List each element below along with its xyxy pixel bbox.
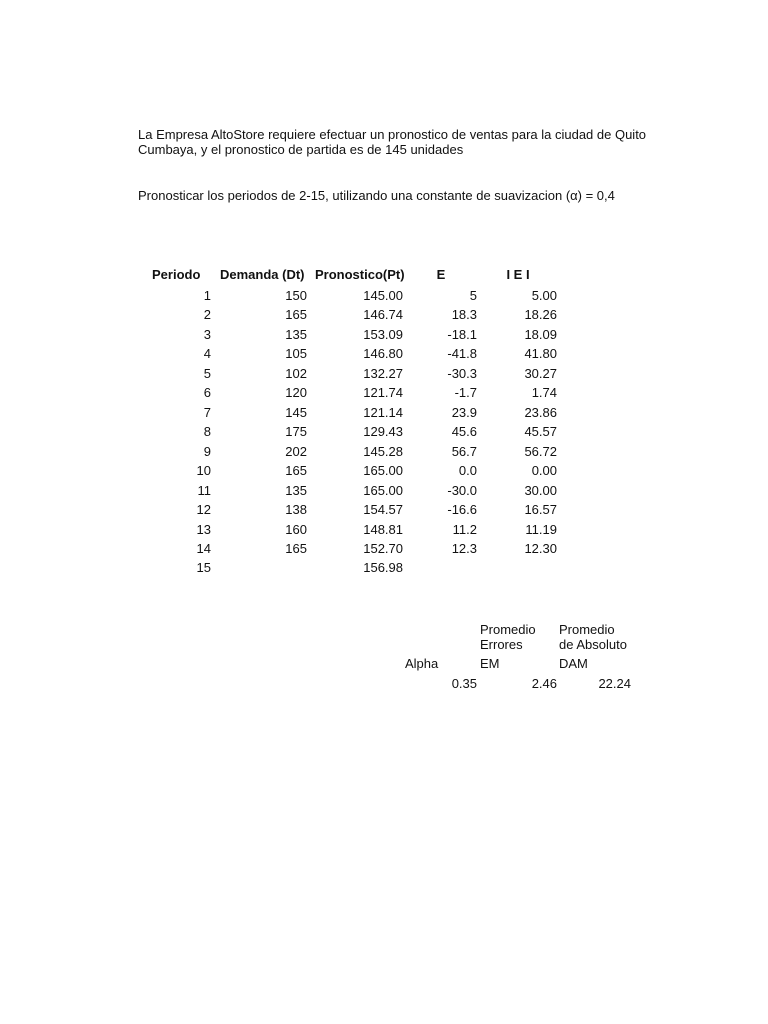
header-demanda: Demanda (Dt): [220, 267, 305, 282]
dam-heading-line-1: Promedio: [559, 622, 615, 637]
cell-periodo: 2: [203, 307, 211, 322]
header-periodo: Periodo: [152, 267, 201, 282]
cell-pronostico: 132.27: [363, 366, 403, 381]
cell-error: 5: [469, 288, 477, 303]
header-error: E: [436, 267, 446, 282]
cell-pronostico: 156.98: [363, 560, 403, 575]
cell-pronostico: 153.09: [363, 327, 403, 342]
cell-abs-error: 0.00: [531, 463, 557, 478]
problem-line-2: Cumbaya, y el pronostico de partida es de 145 unidades: [138, 142, 464, 157]
cell-pronostico: 129.43: [363, 424, 403, 439]
cell-demanda: 165: [285, 463, 307, 478]
cell-pronostico: 154.57: [363, 502, 403, 517]
cell-pronostico: 145.00: [363, 288, 403, 303]
cell-periodo: 15: [196, 560, 211, 575]
cell-periodo: 1: [203, 288, 211, 303]
cell-pronostico: 152.70: [363, 541, 403, 556]
cell-demanda: 120: [285, 385, 307, 400]
em-heading-line-2: Errores: [480, 637, 523, 652]
cell-pronostico: 145.28: [363, 444, 403, 459]
em-heading-line-1: Promedio: [480, 622, 536, 637]
cell-abs-error: 23.86: [524, 405, 557, 420]
cell-abs-error: 56.72: [524, 444, 557, 459]
cell-demanda: 202: [285, 444, 307, 459]
cell-error: -30.0: [447, 483, 477, 498]
cell-abs-error: 1.74: [531, 385, 557, 400]
cell-demanda: 102: [285, 366, 307, 381]
cell-abs-error: 45.57: [524, 424, 557, 439]
cell-error: -30.3: [447, 366, 477, 381]
cell-abs-error: 16.57: [524, 502, 557, 517]
cell-abs-error: 5.00: [531, 288, 557, 303]
cell-pronostico: 165.00: [363, 463, 403, 478]
header-pronostico: Pronostico(Pt): [315, 267, 405, 282]
cell-periodo: 7: [203, 405, 211, 420]
cell-abs-error: 18.09: [524, 327, 557, 342]
cell-pronostico: 121.74: [363, 385, 403, 400]
em-value: 2.46: [531, 676, 557, 691]
cell-error: -18.1: [447, 327, 477, 342]
cell-periodo: 8: [203, 424, 211, 439]
problem-line-1: La Empresa AltoStore requiere efectuar un pronostico de ventas para la ciudad de Quito: [138, 127, 647, 142]
cell-periodo: 14: [196, 541, 211, 556]
cell-error: 23.9: [451, 405, 477, 420]
cell-demanda: 165: [285, 307, 307, 322]
cell-periodo: 5: [203, 366, 211, 381]
cell-pronostico: 121.14: [363, 405, 403, 420]
cell-abs-error: 41.80: [524, 346, 557, 361]
cell-pronostico: 146.80: [363, 346, 403, 361]
cell-abs-error: 11.19: [525, 522, 557, 537]
cell-demanda: 105: [285, 346, 307, 361]
cell-abs-error: 12.30: [524, 541, 557, 556]
cell-demanda: 138: [285, 502, 307, 517]
cell-demanda: 145: [285, 405, 307, 420]
cell-error: -41.8: [447, 346, 477, 361]
cell-periodo: 10: [196, 463, 211, 478]
cell-error: 18.3: [451, 307, 477, 322]
instruction-text: Pronosticar los periodos de 2-15, utilizando una constante de suavizacion (α) = 0,4: [138, 188, 615, 203]
instruction: [138, 188, 738, 203]
cell-periodo: 13: [196, 522, 211, 537]
cell-demanda: 135: [285, 327, 307, 342]
cell-error: 12.3: [451, 541, 477, 556]
dam-heading-line-2: de Absoluto: [559, 637, 627, 652]
problem-statement: [138, 127, 738, 157]
cell-error: 0.0: [458, 463, 477, 478]
cell-error: 45.6: [451, 424, 477, 439]
dam-label: DAM: [559, 656, 588, 671]
cell-periodo: 6: [203, 385, 211, 400]
cell-abs-error: 30.00: [524, 483, 557, 498]
cell-demanda: 150: [285, 288, 307, 303]
cell-demanda: 160: [285, 522, 307, 537]
cell-periodo: 3: [203, 327, 211, 342]
cell-demanda: 165: [285, 541, 307, 556]
cell-periodo: 4: [203, 346, 211, 361]
cell-error: -16.6: [447, 502, 477, 517]
cell-demanda: 135: [285, 483, 307, 498]
dam-value: 22.24: [598, 676, 631, 691]
cell-error: -1.7: [454, 385, 477, 400]
cell-periodo: 12: [196, 502, 211, 517]
cell-abs-error: 18.26: [524, 307, 557, 322]
em-label: EM: [480, 656, 500, 671]
cell-pronostico: 165.00: [363, 483, 403, 498]
header-abs-error: I E I: [506, 267, 530, 282]
cell-periodo: 11: [197, 483, 211, 498]
cell-abs-error: 30.27: [524, 366, 557, 381]
cell-pronostico: 148.81: [363, 522, 403, 537]
alpha-value: 0.35: [451, 676, 477, 691]
cell-pronostico: 146.74: [363, 307, 403, 322]
cell-error: 56.7: [451, 444, 477, 459]
alpha-label: Alpha: [405, 656, 439, 671]
cell-periodo: 9: [203, 444, 211, 459]
cell-demanda: 175: [285, 424, 307, 439]
cell-error: 11.2: [452, 522, 477, 537]
